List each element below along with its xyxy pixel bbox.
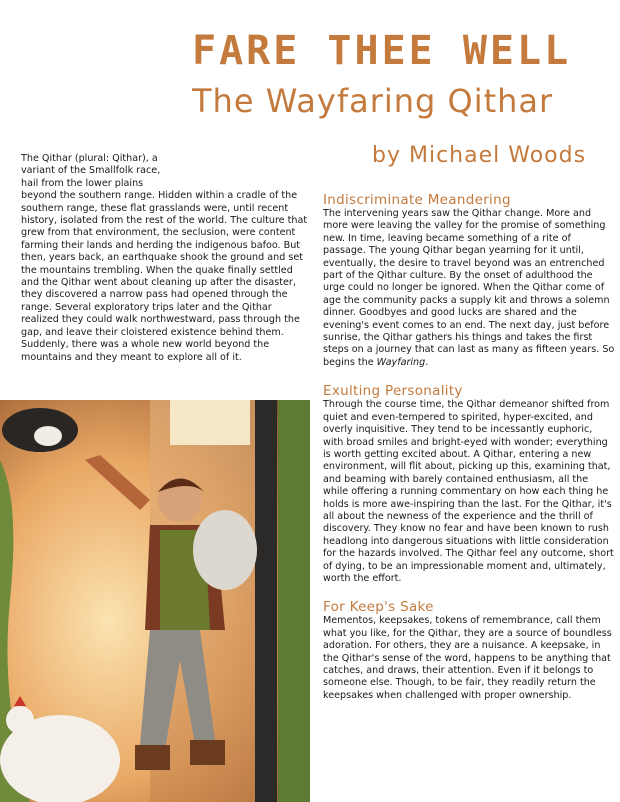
drainpipe	[255, 400, 277, 802]
body-text: The intervening years saw the Qithar change. More and more were leaving the valley for the promise of something new. In time, leaving became something of a rite of passage. The young Qithar began yearning for it until, eventually, the desire to travel beyond was an entrenched part of the Qithar culture. By the onset of adulthood the urge could no longer be ignored. When the Qithar come of age the community packs a supply kit and throws a solemn dinner. Goodbyes and good lucks are shared and the evening's event comes to an end. The next day, just before sunrise, the Qithar gathers his things and takes the first steps on a journey that can last as many as fifteen years. So begins the	[323, 208, 615, 368]
section-keepsake	[323, 599, 615, 702]
window	[170, 400, 250, 445]
intro-paragraph	[21, 153, 311, 364]
section-heading: For Keep's Sake	[323, 599, 434, 616]
qithar-illustration	[0, 400, 310, 802]
illustration-art	[0, 400, 310, 802]
body-text-end: .	[425, 356, 429, 368]
page-title: FARE THEE WELL	[192, 28, 572, 74]
sack	[193, 510, 257, 590]
section-body: Mementos, keepsakes, tokens of remembrance, call them what you like, for the Qithar, they are a source of boundless adoration. For others, they are a nuisance. A keepsake, in the Qithar's sense of the word, happens to be anything that catches, and draws, their attention. Even if it belongs to someone else. Though, to be fair, they readily return the keepsakes when challenged with proper ownership.	[323, 615, 612, 701]
section-heading: Exulting Personality	[323, 383, 463, 400]
section-body	[323, 208, 615, 369]
section-body: Through the course time, the Qithar demeanor shifted from quiet and even-tempered to spirited, hyper-excited, and overly inquisitive. They tend to be incessantly euphoric, with broad smiles and bright-eyed with wonder; everything is worth getting excited about. A Qithar, entering a new environment, will flit about, picking up this, examining that, and beaming with barely contained enthusiasm, all the while offering a running commentary on how each thing he holds is more awe-inspiring than the last. For the Qithar, it's all about the newness of the experience and the thrill of discovery. They know no fear and have been known to rush headlong into dangerous situations with little consideration for the hazards involved. The Qithar feel any outcome, short of dying, to be an impressionable moment and, ultimately, worth the effort.	[323, 399, 614, 584]
intro-text: beyond the southern range. Hidden within a cradle of the southern range, these flat grasslands were, until recent history, isolated from the rest of the world. The culture that grew from that environment, the seclusion, were content farming their lands and herding the indigenous bafoo. But then, years back, an earthquake shook the ground and set the mountains trembling. When the quake finally settled and the Qithar went about cleaning up after the disaster, they discovered a narrow pass had opened through the range. Several exploratory trips later and the Qithar realized they could walk northwestward, pass through the gap, and leave their cloistered existence behind them. Suddenly, there was a whole new world beyond the mountains and they meant to explore all of it.	[21, 190, 308, 363]
intro-line: hail from the lower plains	[21, 177, 144, 189]
right-column	[323, 192, 615, 716]
author-byline: by Michael Woods	[372, 143, 587, 168]
page-subtitle: The Wayfaring Qithar	[192, 82, 554, 120]
foliage	[278, 400, 310, 802]
section-heading: Indiscriminate Meandering	[323, 192, 511, 208]
section-meandering	[323, 192, 615, 369]
section-personality	[323, 383, 615, 585]
emphasis-text: Wayfaring	[376, 356, 426, 368]
intro-line: The Qithar (plural: Qithar), a	[21, 153, 158, 164]
intro-line: variant of the Smallfolk race,	[21, 165, 161, 177]
